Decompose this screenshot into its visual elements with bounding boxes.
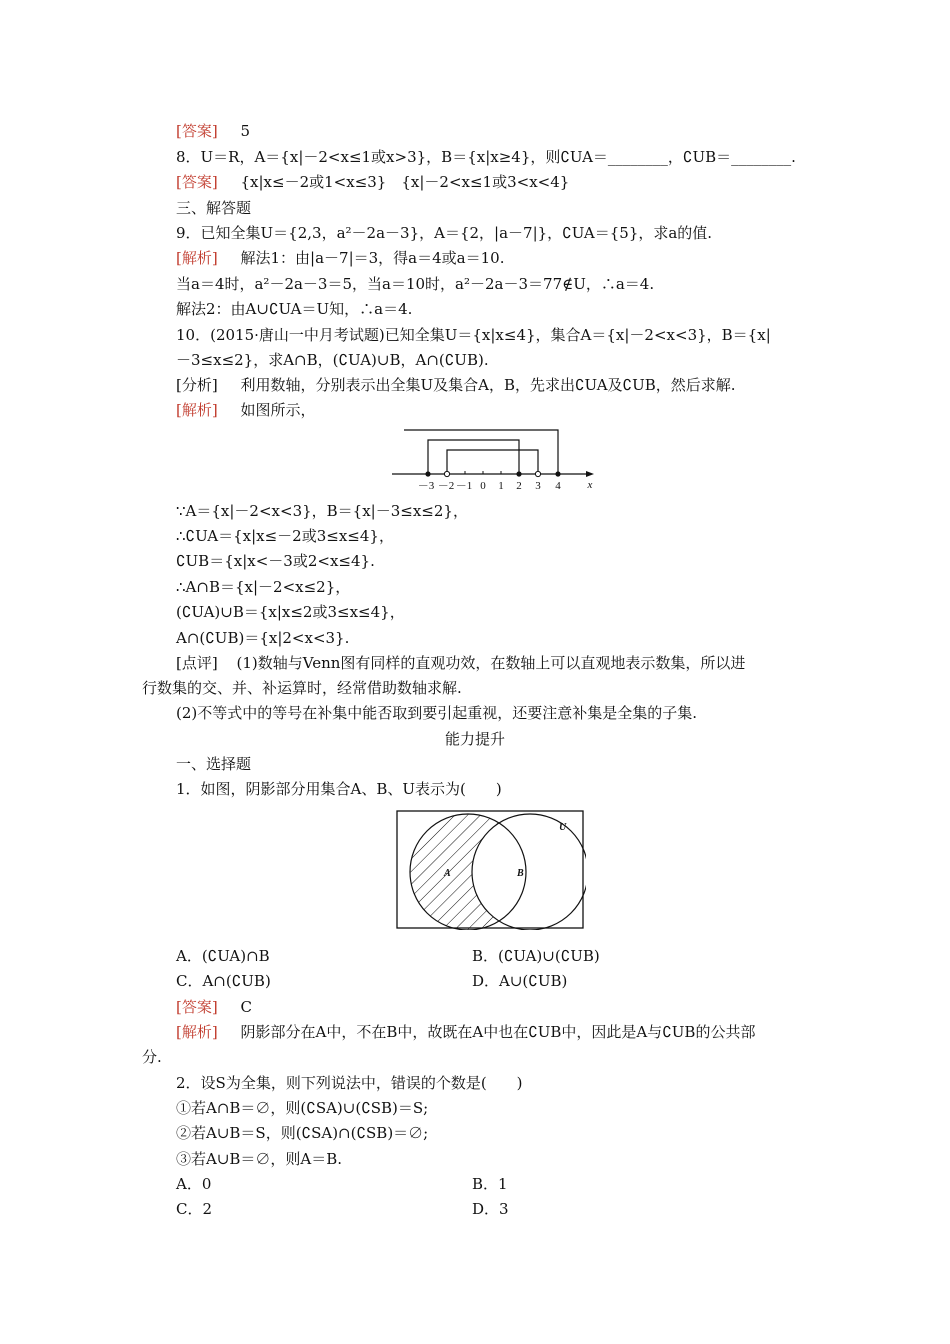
tick-label: 4	[555, 480, 561, 492]
option-a: A．(∁UA)∩B	[176, 947, 270, 965]
question-8: 8．U＝R，A＝{x|－2<x≤1或x>3}，B＝{x|x≥4}，则∁UA＝________，∁UB＝________.	[176, 148, 796, 166]
question-2: 2．设S为全集，则下列说法中，错误的个数是( )	[176, 1074, 523, 1092]
set-b-label: B	[517, 868, 524, 879]
tick-label: 3	[535, 480, 541, 492]
solution-line: 当a＝4时，a²－2a－3＝5，当a＝10时，a²－2a－3＝77∉U，∴a＝4.	[176, 275, 655, 293]
analysis-tag: [解析]	[176, 1023, 218, 1041]
solution-line: ∴∁UA＝{x|x≤－2或3≤x≤4}，	[176, 527, 394, 545]
closed-point-minus3	[425, 471, 430, 476]
answer-text: {x|x≤－2或1<x≤3} {x|－2<x≤1或3<x<4}	[240, 173, 570, 191]
statement-1: ①若A∩B＝∅，则(∁SA)∪(∁SB)＝S;	[176, 1099, 429, 1117]
option-b: B．1	[472, 1175, 508, 1193]
section-heading: 三、解答题	[176, 199, 252, 217]
tick-label: －3	[417, 480, 435, 492]
option-d: D．A∪(∁UB)	[472, 972, 568, 990]
option-b: B．(∁UA)∪(∁UB)	[472, 947, 600, 965]
review-line	[176, 652, 745, 674]
option-d: D．3	[472, 1200, 509, 1218]
set-a-bracket	[447, 450, 538, 474]
solution-text: 阴影部分在A中，不在B中，故既在A中也在∁UB中，因此是A与∁UB的公共部	[240, 1023, 756, 1041]
solution-text: 如图所示，	[240, 401, 316, 419]
tick-label: 2	[516, 480, 522, 492]
review-line-cont: 行数集的交、并、补运算时，经常借助数轴求解.	[142, 679, 462, 697]
closed-point-2	[516, 471, 521, 476]
question-10-cont: －3≤x≤2}，求A∩B，(∁UA)∪B，A∩(∁UB).	[176, 351, 489, 369]
section-heading: 一、选择题	[176, 755, 252, 773]
solution-line	[176, 399, 316, 421]
review-line: (2)不等式中的等号在补集中能否取到要引起重视，还要注意补集是全集的子集.	[176, 704, 698, 722]
option-a: A．0	[176, 1175, 212, 1193]
solution-line: ∴A∩B＝{x|－2<x≤2}，	[176, 578, 351, 596]
solution-line: (∁UA)∪B＝{x|x≤2或3≤x≤4}，	[176, 603, 405, 621]
venn-diagram	[396, 810, 586, 930]
review-tag: [点评]	[176, 654, 218, 672]
solution-line: ∵A＝{x|－2<x<3}，B＝{x|－3≤x≤2}，	[176, 502, 468, 520]
answer-line-7	[176, 120, 250, 142]
number-line-figure	[390, 426, 600, 494]
tick-label: 1	[498, 480, 504, 492]
answer-text: C	[240, 998, 252, 1016]
answer-line-1	[176, 996, 252, 1018]
set-u-bracket	[404, 430, 558, 474]
axis-arrow	[586, 471, 594, 477]
option-c: C．A∩(∁UB)	[176, 972, 271, 990]
tick-label: －1	[455, 480, 473, 492]
universe-label: U	[559, 822, 567, 833]
axis-label: x	[587, 479, 593, 491]
question-1: 1．如图，阴影部分用集合A、B、U表示为( )	[176, 780, 502, 798]
option-c: C．2	[176, 1200, 213, 1218]
review-text: (1)数轴与Venn图有同样的直观功效，在数轴上可以直观地表示数集，所以进	[236, 654, 746, 672]
set-a-label: A	[444, 868, 451, 879]
solution-line-cont: 分.	[142, 1048, 162, 1066]
open-point-3	[535, 471, 540, 476]
tick-label: 0	[480, 480, 486, 492]
statement-2: ②若A∪B＝S，则(∁SA)∩(∁SB)＝∅;	[176, 1124, 429, 1142]
analysis-tag: [解析]	[176, 401, 218, 419]
breakdown-line	[176, 374, 736, 396]
solution-line	[176, 1021, 755, 1043]
analysis-tag: [解析]	[176, 249, 218, 267]
solution-line: 解法2：由A∪∁UA＝U知，∴a＝4.	[176, 300, 413, 318]
tick-label: －2	[437, 480, 455, 492]
answer-tag: [答案]	[176, 122, 218, 140]
solution-line: A∩(∁UB)＝{x|2<x<3}.	[176, 629, 350, 647]
open-point-minus2	[444, 471, 449, 476]
question-10: 10．(2015·唐山一中月考试题)已知全集U＝{x|x≤4}，集合A＝{x|－2<x<3}，B＝{x|	[176, 326, 771, 344]
closed-point-4	[555, 471, 560, 476]
solution-line	[176, 247, 504, 269]
answer-line-8	[176, 171, 569, 193]
solution-text: 解法1：由|a－7|＝3，得a＝4或a＝10.	[240, 249, 505, 267]
solution-line: ∁UB＝{x|x<－3或2<x≤4}.	[176, 552, 375, 570]
question-9: 9．已知全集U＝{2,3，a²－2a－3}，A＝{2，|a－7|}，∁UA＝{5}，求a的值.	[176, 224, 713, 242]
breakdown-tag: [分析]	[176, 376, 218, 394]
statement-3: ③若A∪B＝∅，则A＝B.	[176, 1150, 343, 1168]
answer-text: 5	[240, 122, 251, 140]
set-b-bracket	[428, 440, 519, 474]
breakdown-text: 利用数轴，分别表示出全集U及集合A，B，先求出∁UA及∁UB，然后求解.	[240, 376, 736, 394]
section-title: 能力提升	[444, 730, 505, 748]
answer-tag: [答案]	[176, 998, 218, 1016]
answer-tag: [答案]	[176, 173, 218, 191]
